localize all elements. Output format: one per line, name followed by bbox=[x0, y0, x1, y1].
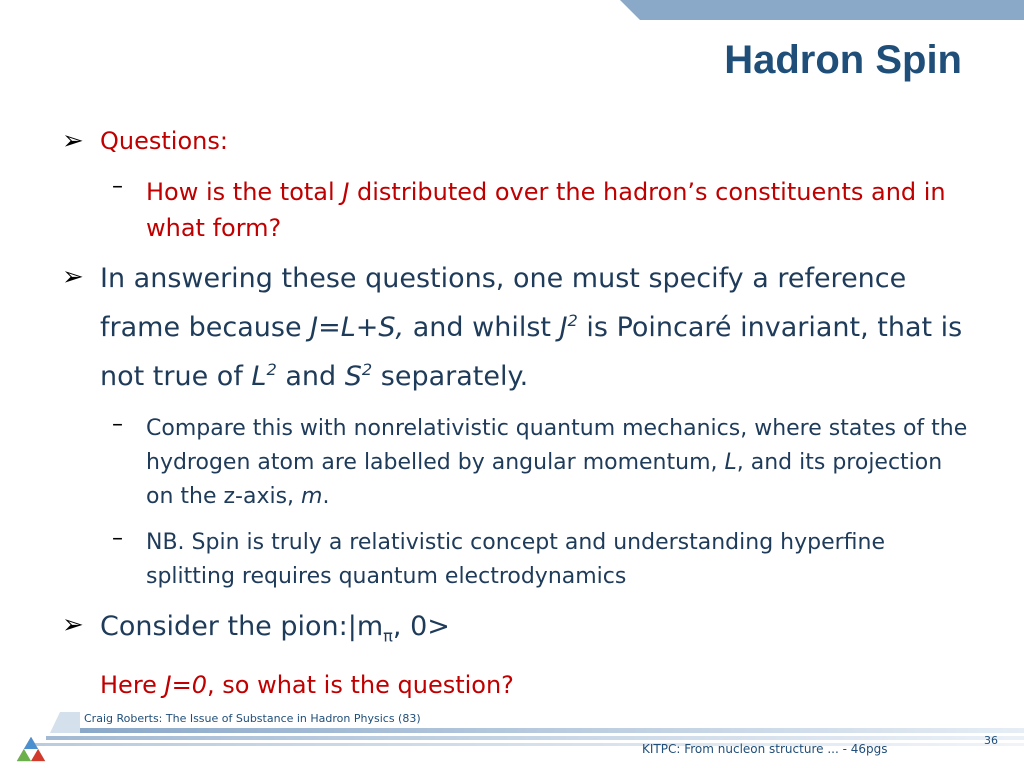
arrow-bullet-icon: ➢ bbox=[62, 126, 84, 156]
footer-conference: KITPC: From nucleon structure ... - 46pgs bbox=[642, 742, 888, 756]
bullet-consider-pion: ➢ Consider the $pion:|m_\pi$, 0> bbox=[60, 606, 970, 657]
slide-title: Hadron Spin bbox=[724, 38, 962, 82]
arrow-bullet-icon: ➢ bbox=[62, 262, 84, 292]
arrow-bullet-icon: ➢ bbox=[62, 610, 84, 640]
sub-bullet-nb-spin: – NB. Spin is truly a relativistic concept and understanding hyperfine splitting requires quantum electrodynamics bbox=[112, 526, 886, 589]
top-decorative-band bbox=[0, 0, 1024, 20]
page-number: 36 bbox=[984, 734, 998, 747]
slide-content bbox=[60, 122, 970, 703]
dash-icon: – bbox=[112, 412, 123, 437]
here-j0-line: Here J=0, so what is the question? bbox=[100, 671, 514, 700]
dash-icon: – bbox=[112, 174, 123, 199]
sub-bullet-total-j: – How is the total J distributed over the hadron’s constituents and in what form? bbox=[112, 174, 946, 242]
bullet-reference-frame: ➢ In answering these questions, one must specify a reference frame because J=L+S, and whilst $J^2$ is Poincaré invariant, that is not true of $L^2$ and $S^2$ separately. bbox=[60, 258, 970, 398]
bullet-questions: ➢ Questions: bbox=[60, 122, 970, 160]
dash-icon: – bbox=[112, 526, 123, 551]
sub-bullet-nonrelativistic: – Compare this with nonrelativistic quantum mechanics, where states of the hydrogen atom are labelled by angular momentum, L, and its projection on the z-axis, m. bbox=[112, 412, 968, 509]
footer-credit: Craig Roberts: The Issue of Substance in Hadron Physics (83) bbox=[84, 712, 421, 725]
argonne-logo-icon bbox=[16, 736, 46, 762]
